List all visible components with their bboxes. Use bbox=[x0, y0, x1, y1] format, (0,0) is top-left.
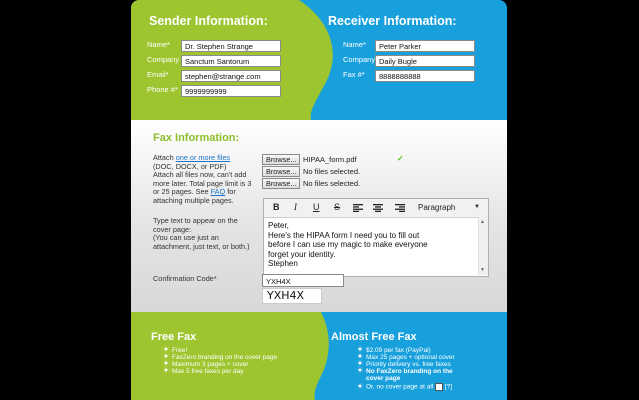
receiver-company-label: Company bbox=[343, 55, 376, 64]
bullet-icon bbox=[163, 360, 169, 366]
faq-link[interactable]: FAQ bbox=[210, 187, 226, 196]
faxzero-form bbox=[131, 0, 507, 400]
cover-instructions bbox=[153, 217, 250, 251]
almost-free-item-continued: cover page bbox=[366, 375, 401, 382]
almost-free-item: Priority delivery vs. free faxes bbox=[357, 361, 451, 368]
italic-button[interactable]: I bbox=[294, 202, 297, 212]
align-right-icon[interactable] bbox=[395, 204, 405, 212]
sender-company-label: Company bbox=[147, 55, 180, 64]
strikethrough-button[interactable]: S bbox=[334, 202, 341, 212]
bullet-icon bbox=[357, 360, 363, 366]
sender-company-input[interactable]: Sanctum Santorum bbox=[181, 55, 281, 67]
fax-title: Fax Information: bbox=[153, 132, 240, 144]
receiver-fax-label: Fax #* bbox=[343, 70, 365, 79]
captcha-image: YXH4X bbox=[262, 288, 322, 304]
cover-text-line: before I can use my magic to make everyone bbox=[268, 240, 428, 249]
cover-label-2: cover page: bbox=[153, 224, 192, 234]
align-center-icon[interactable] bbox=[373, 204, 383, 212]
editor-toolbar bbox=[264, 199, 488, 218]
sender-phone-input[interactable]: 9999999999 bbox=[181, 85, 281, 97]
align-left-icon[interactable] bbox=[353, 204, 363, 212]
editor-scrollbar[interactable] bbox=[478, 217, 488, 275]
attach-files-link[interactable]: one or more files bbox=[175, 153, 231, 162]
almost-free-fax-title: Almost Free Fax bbox=[331, 331, 417, 343]
free-fax-item: FaxZero branding on the cover page bbox=[163, 354, 277, 361]
receiver-fax-input[interactable]: 8888888888 bbox=[375, 70, 475, 82]
bullet-icon bbox=[163, 346, 169, 352]
fax-section bbox=[131, 120, 507, 312]
attach-note-3-suffix: for bbox=[225, 187, 236, 196]
browse-button-2[interactable]: Browse... bbox=[262, 166, 300, 177]
almost-free-item: $2.09 per fax (PayPal) bbox=[357, 347, 431, 354]
file-name-2: No files selected. bbox=[303, 167, 361, 176]
bullet-icon bbox=[163, 353, 169, 359]
bullet-icon bbox=[357, 367, 363, 373]
sender-email-input[interactable]: stephen@strange.com bbox=[181, 70, 281, 82]
browse-button-1[interactable]: Browse... bbox=[262, 154, 300, 165]
receiver-company-input[interactable]: Daily Bugle bbox=[375, 55, 475, 67]
cover-text-line: forget your identity. bbox=[268, 249, 336, 259]
sender-phone-label: Phone #* bbox=[147, 85, 178, 94]
attach-types: (DOC, DOCX, or PDF) bbox=[153, 161, 227, 171]
chevron-down-icon[interactable]: ▼ bbox=[474, 204, 480, 210]
sender-title: Sender Information: bbox=[149, 14, 268, 28]
cover-text-content[interactable] bbox=[268, 221, 428, 269]
bullet-icon bbox=[357, 353, 363, 359]
almost-free-item: No FaxZero branding on the bbox=[357, 368, 453, 375]
paragraph-select[interactable]: Paragraph bbox=[418, 203, 456, 212]
help-link[interactable]: [?] bbox=[444, 383, 453, 391]
receiver-name-input[interactable]: Peter Parker bbox=[375, 40, 475, 52]
free-fax-title: Free Fax bbox=[151, 331, 197, 343]
underline-button[interactable]: U bbox=[313, 202, 320, 212]
browse-button-3[interactable]: Browse... bbox=[262, 178, 300, 189]
cover-label-4: attachment, just text, or both.) bbox=[153, 241, 250, 251]
confirm-label: Confirmation Code* bbox=[153, 274, 217, 283]
contact-section bbox=[131, 0, 507, 120]
cover-text-line: Peter, bbox=[268, 221, 289, 230]
sender-name-label: Name* bbox=[147, 40, 170, 49]
no-cover-checkbox[interactable] bbox=[435, 383, 443, 391]
receiver-name-label: Name* bbox=[343, 40, 366, 49]
confirm-code-input[interactable]: YXH4X bbox=[262, 274, 344, 287]
attach-note-4: attaching multiple pages. bbox=[153, 195, 234, 205]
attach-note-3: or 25 pages. See bbox=[153, 187, 211, 196]
file-name-1: HIPAA_form.pdf bbox=[303, 155, 357, 164]
sender-name-input[interactable]: Dr. Stephen Strange bbox=[181, 40, 281, 52]
cover-text-line: Here's the HIPAA form I need you to fill out bbox=[268, 230, 420, 240]
cover-text-line: Stephen bbox=[268, 259, 298, 268]
cover-text-editor[interactable] bbox=[263, 198, 489, 277]
attach-note-1: Attach all files now, can't add bbox=[153, 170, 247, 179]
attach-note-2: more later. Total page limit is 3 bbox=[153, 178, 252, 188]
scroll-up-icon[interactable]: ▲ bbox=[480, 219, 485, 225]
attach-instructions bbox=[153, 154, 251, 205]
almost-free-item: Max 25 pages + optional cover bbox=[357, 354, 455, 361]
cover-label-3: (You can use just an bbox=[153, 233, 219, 242]
scroll-down-icon[interactable]: ▼ bbox=[480, 267, 485, 273]
receiver-title: Receiver Information: bbox=[328, 14, 457, 28]
bullet-icon bbox=[357, 346, 363, 352]
plans-section bbox=[131, 312, 507, 400]
bullet-icon bbox=[357, 383, 363, 389]
check-icon: ✓ bbox=[397, 154, 404, 163]
cover-label-1: Type text to appear on the bbox=[153, 216, 238, 225]
sender-email-label: Email* bbox=[147, 70, 169, 79]
file-name-3: No files selected. bbox=[303, 179, 361, 188]
attach-prefix: Attach bbox=[153, 153, 176, 162]
free-fax-item: Max 5 free faxes per day bbox=[163, 368, 244, 375]
no-cover-option: Or, no cover page at all [?] bbox=[357, 383, 452, 391]
bullet-icon bbox=[163, 367, 169, 373]
bold-button[interactable]: B bbox=[273, 202, 280, 212]
free-fax-item: Maximum 3 pages + cover bbox=[163, 361, 248, 368]
free-fax-item: Free! bbox=[163, 347, 187, 354]
